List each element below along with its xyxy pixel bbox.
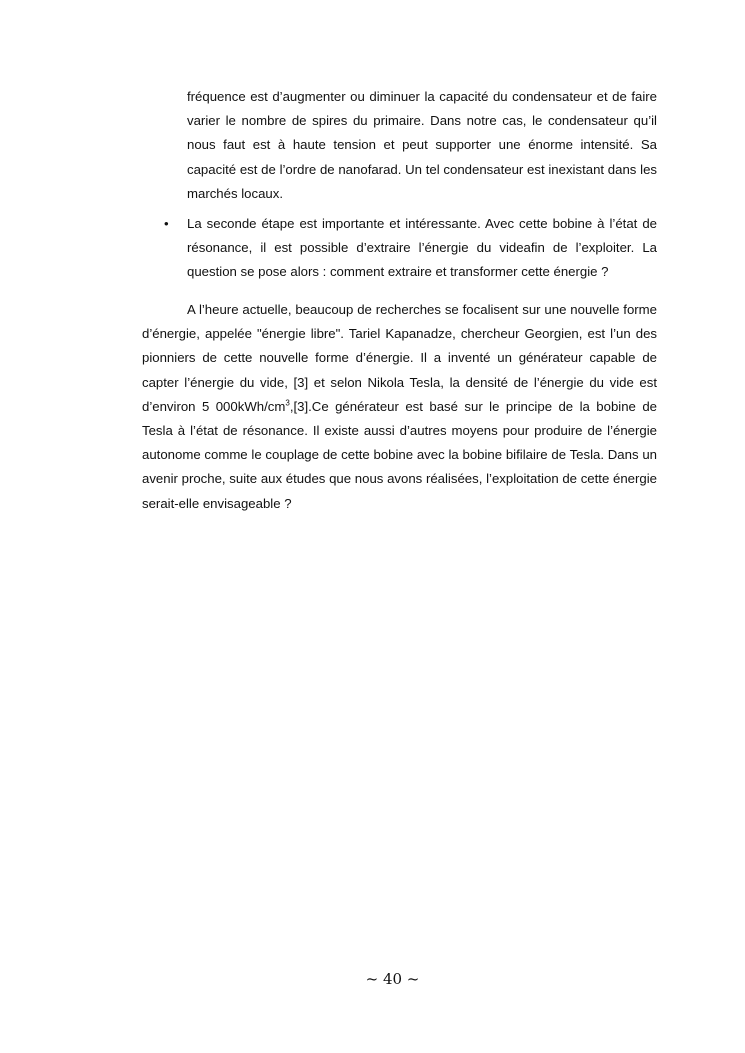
superscript-exponent: 3: [285, 398, 290, 408]
continuation-paragraph: fréquence est d’augmenter ou diminuer la capacité du condensateur et de faire varier le nombre de spires du primaire. Dans notre cas, le condensateur qu’il nous faut est à haute tension et peut supporter une énorme intensité. Sa capacité est de l’ordre de nanofarad. Un tel condensateur est inexistant dans les marchés locaux.: [187, 89, 657, 201]
bullet-marker: •: [164, 216, 169, 231]
body-paragraph: [142, 298, 657, 516]
body-text-part-2: ,[3].Ce générateur est basé sur le principe de la bobine de Tesla à l’état de résonance. Il existe aussi d’autres moyens pour produire de l’énergie autonome comme le couplage de cette bobine avec la bobine bifilaire de Tesla. Dans un avenir proche, suite aux études que nous avons réalisées, l’exploitation de cette énergie serait-elle envisageable ?: [142, 398, 657, 511]
page-number: ~ 40 ~: [365, 970, 420, 988]
bullet-text: La seconde étape est importante et intéressante. Avec cette bobine à l’état de résonance, il est possible d’extraire l’énergie du videafin de l’exploiter. La question se pose alors : comment extraire et transformer cette énergie ?: [187, 216, 657, 280]
body-text-part-1: A l’heure actuelle, beaucoup de recherches se focalisent sur une nouvelle forme d’énergie, appelée "énergie libre". Tariel Kapanadze, chercheur Georgien, est l’un des pionniers de cette nouvelle forme d’énergie. Il a inventé un générateur capable de capter l’énergie du vide, [3] et selon Nikola Tesla, la densité de l’énergie du vide est d’environ 5 000kWh/cm: [142, 302, 657, 414]
